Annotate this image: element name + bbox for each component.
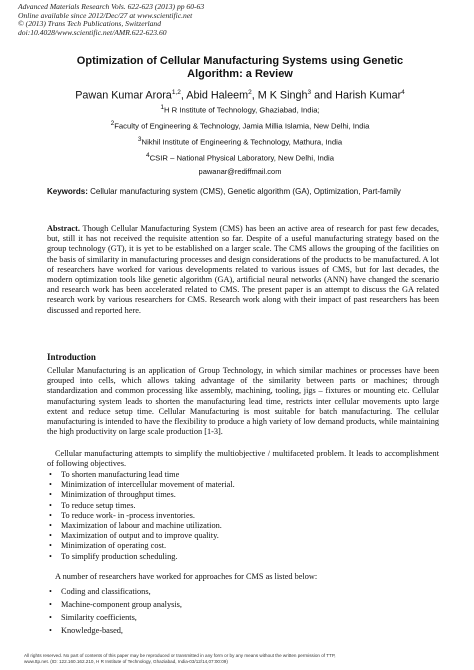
author-3: M K Singh — [257, 89, 308, 102]
list-item: • Minimization of intercellular movement of material. — [47, 480, 439, 490]
affiliation-1 — [20, 103, 460, 116]
affiliation-3-sup: 3 — [137, 136, 142, 143]
affiliation-3 — [20, 135, 460, 148]
affiliation-1-sup: 1 — [160, 104, 164, 111]
author-email: pawanar@rediffmail.com — [198, 167, 282, 176]
abstract-text: Though Cellular Manufacturing System (CMS) has been an active area of research for past few decades, but, still it has not received the requisite attention so far. Despite of a useful manufacturing strategy based on the group technology (GT), it is yet to be established on a larger scale. The CMS allows the grouping of the facilities on the basis of similarity in manufacturing processes and design considerations of the products to be manufactured. A lot of researchers have worked for various developments related to various issues of CMS, but for last decades, the modern optimization tools like genetic algorithm (GA), artificial neural networks (ANN) have changed the scenario and research work has been accelerated related to CMS. The present paper is an attempt to discuss the GA related research work by various researchers for CMS. Research work along with their impact of past researchers has been discussed and reported here. — [47, 224, 439, 315]
list-item: • Machine-component group analysis, — [47, 598, 439, 611]
title-line-1: Optimization of Cellular Manufacturing Systems using Genetic — [76, 55, 404, 67]
affiliation-3-text: Nikhil Institute of Engineering & Technology, Mathura, India — [141, 137, 343, 147]
abstract — [47, 224, 439, 316]
journal-online-date: Online available since 2012/Dec/27 at www.scientific.net — [18, 10, 193, 20]
affiliation-2 — [20, 119, 460, 132]
list-item: • Coding and classifications, — [47, 585, 439, 598]
copyright-footer — [24, 653, 454, 665]
journal-copyright: © (2013) Trans Tech Publications, Switzerland — [18, 19, 162, 29]
journal-doi: doi:10.4028/www.scientific.net/AMR.622-623.60 — [18, 27, 167, 37]
author-2-affil: 2 — [248, 89, 252, 96]
affiliation-1-text: H R Institute of Technology, Ghaziabad, India; — [163, 105, 320, 115]
author-4: Harish Kumar — [335, 89, 402, 102]
author-2: Abid Haleem — [186, 89, 249, 102]
affiliation-4-text: CSIR – National Physical Laboratory, New Delhi, India — [149, 153, 335, 163]
author-list: Pawan Kumar Arora$^{1,2}$, Abid Haleem$^2$, M K Singh$^3$ and Harish Kumar$^4$ — [75, 89, 405, 102]
list-item: • To shorten manufacturing lead time — [47, 470, 439, 480]
title-line-2: Algorithm: a Review — [187, 68, 293, 80]
paper-title — [40, 55, 440, 81]
affiliation-4 — [20, 151, 460, 164]
affiliation-2-text: Faculty of Engineering & Technology, Jamia Millia Islamia, New Delhi, India — [114, 121, 370, 131]
list-item: • To reduce setup times. — [47, 501, 439, 511]
author-1-affil: 1,2 — [171, 89, 181, 96]
footer-line-2: www.ttp.net. (ID: 122.160.162.210, H R Institute of Technology, Ghaziabad, India-03/12/14,07:00:09) — [24, 659, 228, 664]
keywords-label: Keywords: — [47, 187, 88, 196]
keywords-text: Cellular manufacturing system (CMS), Genetic algorithm (GA), Optimization, Part-family — [90, 187, 401, 196]
list-item: • Similarity coefficients, — [47, 611, 439, 624]
list-item: • Minimization of throughput times. — [47, 490, 439, 500]
author-conjunction: and — [314, 89, 333, 102]
intro-paragraph-1: Cellular Manufacturing is an application of Group Technology, in which similar machines or processes have been grouped into cells, which allows taking advantage of the similarity between parts or machines; through standardization and common processing like assembly, machining, tooling, jigs – fixtures or mounting etc. Cellular manufacturing system leads to shorten the manufacturing lead time, restricts inter cellular movements upto large extent and reduce setup time. Cellular Manufacturing is most suitable for batch manufacturing. The cellular manufacturing is intended to have the flexibility to produce a high variety of low demand products, while maintaining the high productivity on large scale production [1-3]. — [47, 366, 439, 437]
list-item: • Minimization of operating cost. — [47, 541, 439, 551]
author-3-affil: 3 — [307, 89, 312, 96]
list-item: • Knowledge-based, — [47, 624, 439, 637]
approaches-intro: A number of researchers have worked for approaches for CMS as listed below: — [55, 572, 318, 581]
journal-citation: Advanced Materials Research Vols. 622-623 (2013) pp 60-63 — [18, 2, 205, 11]
list-item: • To simplify production scheduling. — [47, 552, 439, 562]
affiliation-4-sup: 4 — [145, 152, 150, 159]
list-item: • Maximization of labour and machine utilization. — [47, 521, 439, 531]
objectives-list — [47, 470, 439, 562]
list-item: • To reduce work- in -process inventories. — [47, 511, 439, 521]
keywords — [47, 186, 439, 197]
list-item: • Maximization of output and to improve quality. — [47, 531, 439, 541]
author-4-affil: 4 — [401, 89, 405, 96]
section-heading-introduction: Introduction — [47, 352, 96, 362]
footer-line-1: All rights reserved. No part of contents of this paper may be reproduced or transmitted in any form or by any means without the written permission of TTP, — [24, 653, 336, 658]
approaches-list — [47, 585, 439, 637]
affiliation-2-sup: 2 — [110, 120, 115, 127]
intro-paragraph-2: Cellular manufacturing attempts to simplify the multiobjective / multifaceted problem. It leads to accomplishment of following objectives. — [47, 449, 439, 469]
abstract-label: Abstract. — [47, 224, 80, 233]
author-1: Pawan Kumar Arora — [75, 89, 172, 102]
journal-header — [18, 3, 204, 37]
